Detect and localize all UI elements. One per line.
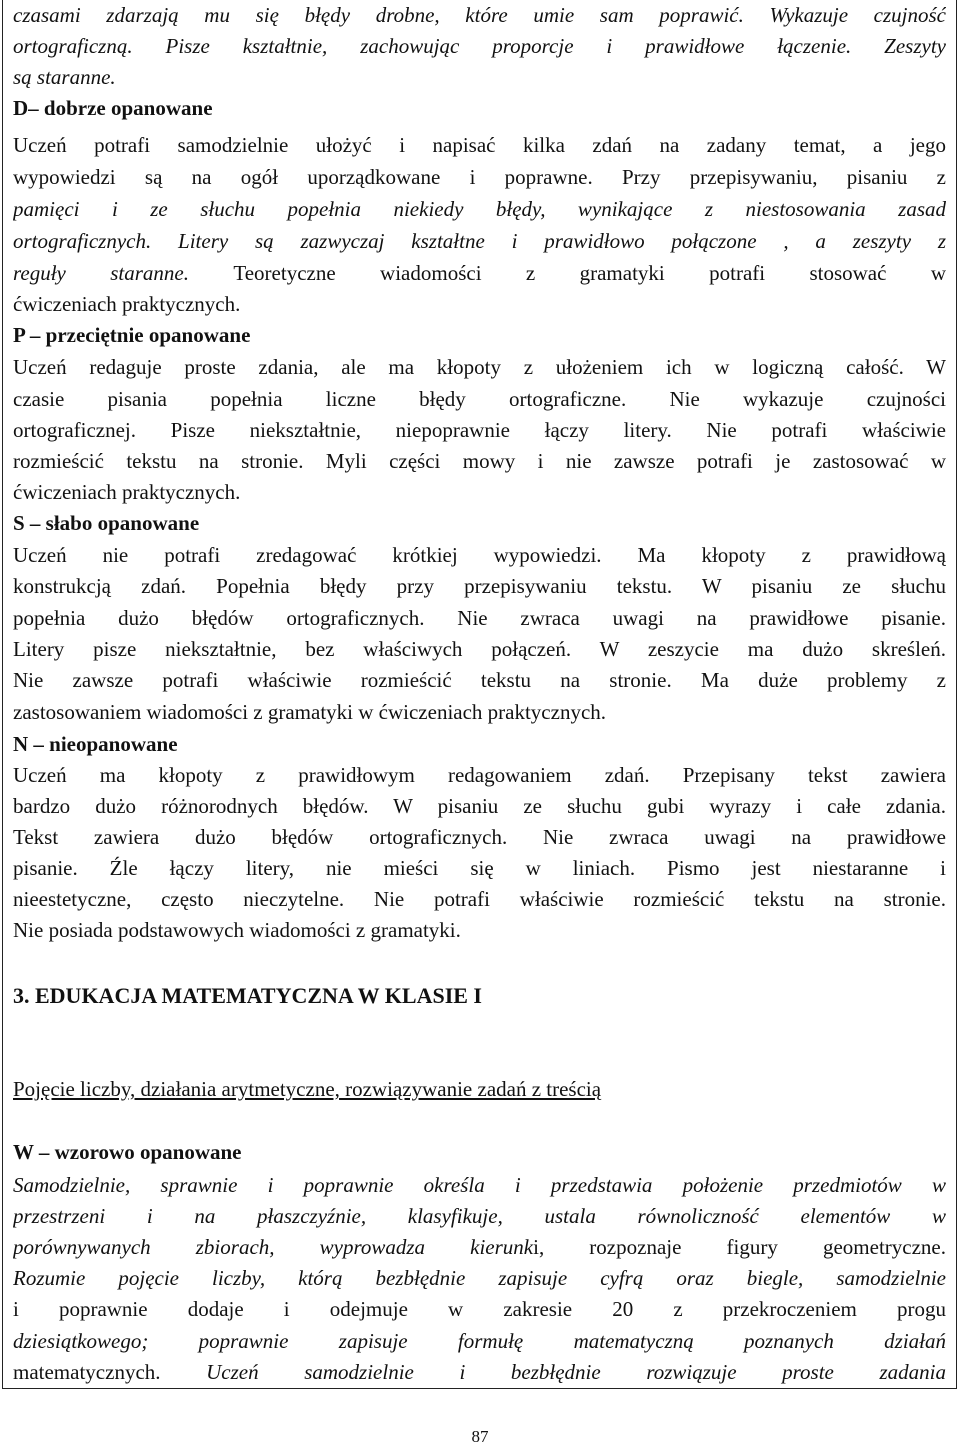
text-run: bardzo dużo różnorodnych błędów. W pisaniu ze słuchu gubi wyrazy i całe zdania. bbox=[13, 794, 946, 818]
text-run: matematycznych. bbox=[13, 1360, 207, 1384]
text-line bbox=[13, 162, 946, 193]
text-run: czasie pisania popełnia liczne błędy ortograficzne. Nie wykazuje czujności bbox=[13, 387, 946, 411]
text-line bbox=[13, 1170, 946, 1201]
text-line bbox=[13, 853, 946, 884]
section-heading-p bbox=[13, 320, 946, 351]
text-run: ortograficznej. Pisze niekształtnie, niepoprawnie łączy litery. Nie potrafi właściwie bbox=[13, 418, 946, 442]
text-run: porównywanych zbiorach, wyprowadza kierunk bbox=[13, 1235, 534, 1259]
text-line bbox=[13, 289, 946, 320]
text-run: nieestetyczne, często nieczytelne. Nie potrafi właściwie rozmieścić tekstu na stronie. bbox=[13, 887, 946, 911]
text-run: dziesiątkowego; poprawnie zapisuje formułę matematyczną poznanych działań bbox=[13, 1329, 946, 1353]
text-run: Nie posiada podstawowych wiadomości z gramatyki. bbox=[13, 918, 461, 942]
text-line bbox=[13, 352, 946, 383]
subsection-heading bbox=[13, 1074, 946, 1105]
text-run: Teoretyczne wiadomości z gramatyki potrafi stosować w bbox=[233, 261, 946, 285]
text-run: ortograficzną. Pisze kształtnie, zachowując proporcje i prawidłowe łączenie. Zeszyty bbox=[13, 34, 946, 58]
text-line bbox=[13, 665, 946, 696]
text-line bbox=[13, 760, 946, 791]
heading-text: D– dobrze opanowane bbox=[13, 96, 213, 120]
text-line bbox=[13, 384, 946, 415]
heading-text: P – przeciętnie opanowane bbox=[13, 323, 251, 347]
text-line bbox=[13, 603, 946, 634]
text-run: konstrukcją zdań. Popełnia błędy przy przepisywaniu tekstu. W pisaniu ze słuchu bbox=[13, 574, 946, 598]
section-heading-w bbox=[13, 1137, 946, 1168]
text-line bbox=[13, 31, 946, 62]
text-run: rozmieścić tekstu na stronie. Myli części mowy i nie zawsze potrafi je zastosować w bbox=[13, 449, 946, 473]
text-run: zastosowaniem wiadomości z gramatyki w ćwiczeniach praktycznych. bbox=[13, 700, 607, 724]
chapter-heading bbox=[13, 980, 946, 1011]
page-number: 87 bbox=[471, 1427, 489, 1446]
text-line bbox=[13, 540, 946, 571]
heading-text: S – słabo opanowane bbox=[13, 511, 200, 535]
text-run: czasami zdarzają mu się błędy drobne, które umie sam poprawić. Wykazuje czujność bbox=[13, 3, 946, 27]
text-line bbox=[13, 1201, 946, 1232]
text-run: wypowiedzi są na ogół uporządkowane i poprawne. bbox=[13, 165, 622, 189]
text-run: Samodzielnie, sprawnie i poprawnie określa i przedstawia położenie przedmiotów w bbox=[13, 1173, 946, 1197]
text-line bbox=[13, 194, 946, 225]
text-run: Nie zawsze potrafi właściwie rozmieścić tekstu na stronie. Ma duże problemy z bbox=[13, 668, 946, 692]
text-line bbox=[13, 822, 946, 853]
heading-text: Pojęcie liczby, działania arytmetyczne, rozwiązywanie zadań z treścią bbox=[13, 1077, 602, 1101]
text-line bbox=[13, 62, 946, 93]
text-line bbox=[13, 130, 946, 161]
text-run: popełnia dużo błędów ortograficznych. Nie zwraca uwagi na prawidłowe pisanie. bbox=[13, 606, 946, 630]
text-run: Uczeń nie potrafi zredagować krótkiej wypowiedzi. Ma kłopoty z prawidłową bbox=[13, 543, 946, 567]
text-run: są staranne. bbox=[13, 65, 116, 89]
text-run: reguły staranne. bbox=[13, 261, 234, 285]
text-line bbox=[13, 697, 946, 728]
text-run: Uczeń redaguje proste zdania, ale ma kłopoty z ułożeniem ich w logiczną całość. W bbox=[13, 355, 946, 379]
section-heading-d bbox=[13, 93, 946, 124]
heading-text: N – nieopanowane bbox=[13, 732, 178, 756]
text-run: Uczeń samodzielnie i bezbłędnie rozwiązuje proste zadania bbox=[206, 1360, 946, 1384]
text-line bbox=[13, 571, 946, 602]
text-run: Tekst zawiera dużo błędów ortograficznych. Nie zwraca uwagi na prawidłowe bbox=[13, 825, 946, 849]
text-line bbox=[13, 446, 946, 477]
text-run: Uczeń ma kłopoty z prawidłowym redagowaniem zdań. Przepisany tekst zawiera bbox=[13, 763, 946, 787]
text-line bbox=[13, 1357, 946, 1388]
text-line bbox=[13, 1232, 946, 1263]
text-line bbox=[13, 1326, 946, 1357]
text-run: pisanie. Źle łączy litery, nie mieści się w liniach. Pismo jest niestaranne i bbox=[13, 856, 946, 880]
text-line bbox=[13, 634, 946, 665]
section-heading-n bbox=[13, 729, 946, 760]
text-line bbox=[13, 477, 946, 508]
text-run: Litery pisze niekształtnie, bez właściwych połączeń. W zeszycie ma dużo skreśleń. bbox=[13, 637, 946, 661]
text-run: Rozumie pojęcie liczby, którą bezbłędnie zapisuje cyfrą oraz biegle, samodzielnie bbox=[13, 1266, 946, 1290]
text-line bbox=[13, 884, 946, 915]
text-line bbox=[13, 258, 946, 289]
text-run: przestrzeni i na płaszczyźnie, klasyfikuje, ustala równoliczność elementów w bbox=[13, 1204, 946, 1228]
section-heading-s bbox=[13, 508, 946, 539]
text-run: Uczeń potrafi samodzielnie ułożyć i napisać kilka zdań na zadany temat, a jego bbox=[13, 133, 946, 157]
text-run: Litery są zazwyczaj kształtne i prawidłowo połączone , a zeszyty z bbox=[178, 229, 946, 253]
text-run: pamięci i ze słuchu popełnia niekiedy błędy, wynikające z niestosowania zasad bbox=[13, 197, 946, 221]
text-line bbox=[13, 226, 946, 257]
text-run: i poprawnie dodaje i odejmuje w zakresie 20 z przekroczeniem progu bbox=[13, 1297, 946, 1321]
text-run: ortograficznych. bbox=[13, 229, 179, 253]
heading-text: W – wzorowo opanowane bbox=[13, 1140, 242, 1164]
text-run: i, rozpoznaje figury geometryczne. bbox=[533, 1235, 946, 1259]
heading-text: 3. EDUKACJA MATEMATYCZNA W KLASIE I bbox=[13, 983, 482, 1008]
text-run: ćwiczeniach praktycznych. bbox=[13, 292, 241, 316]
text-line bbox=[13, 0, 946, 31]
text-run: ćwiczeniach praktycznych. bbox=[13, 480, 241, 504]
text-line bbox=[13, 915, 946, 946]
text-line bbox=[13, 1294, 946, 1325]
text-line bbox=[13, 1263, 946, 1294]
text-line bbox=[13, 415, 946, 446]
text-line bbox=[13, 791, 946, 822]
text-run: Przy przepisywaniu, pisaniu z bbox=[622, 165, 946, 189]
